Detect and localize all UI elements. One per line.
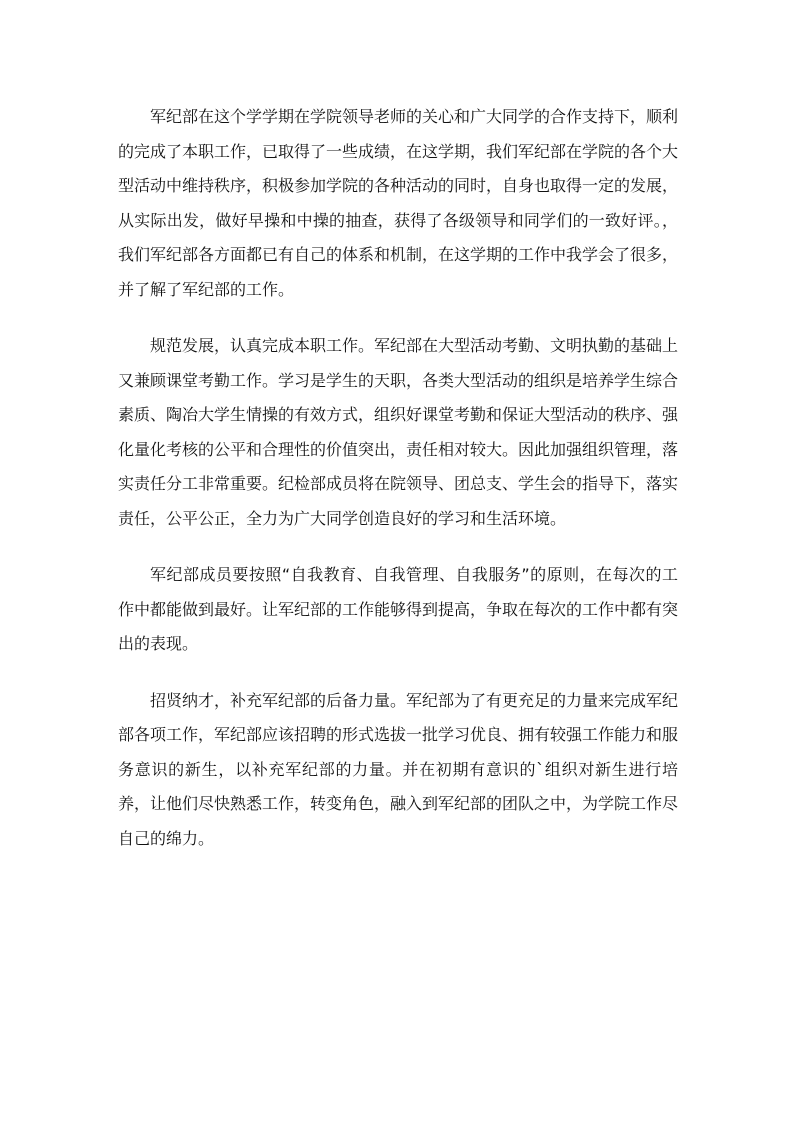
paragraph-4: 招贤纳才，补充军纪部的后备力量。军纪部为了有更充足的力量来完成军纪部各项工作，军纪部应该招聘的形式选拔一批学习优良、拥有较强工作能力和服务意识的新生，以补充军纪部的力量。并在初期有意识的`组织对新生进行培养，让他们尽快熟悉工作，转变角色，融入到军纪部的团队之中，为学院工作尽自己的绵力。	[118, 690, 679, 848]
paragraph-3: 军纪部成员要按照“自我教育、自我管理、自我服务”的原则，在每次的工作中都能做到最好。让军纪部的工作能够得到提高，争取在每次的工作中都有突出的表现。	[118, 565, 679, 653]
paragraph-1: 军纪部在这个学学期在学院领导老师的关心和广大同学的合作支持下，顺利的完成了本职工作，已取得了一些成绩，在这学期，我们军纪部在学院的各个大型活动中维持秩序，积极参加学院的各种活动的同时，自身也取得一定的发展，从实际出发，做好早操和中操的抽查，获得了各级领导和同学们的一致好评。，我们军纪部各方面都已有自己的体系和机制，在这学期的工作中我学会了很多，并了解了军纪部的工作。	[118, 107, 679, 299]
document-body	[118, 100, 678, 878]
paragraph-2: 规范发展，认真完成本职工作。军纪部在大型活动考勤、文明执勤的基础上又兼顾课堂考勤工作。学习是学生的天职，各类大型活动的组织是培养学生综合素质、陶冶大学生情操的有效方式，组织好课堂考勤和保证大型活动的秩序、强化量化考核的公平和合理性的价值突出，责任相对较大。因此加强组织管理，落实责任分工非常重要。纪检部成员将在院领导、团总支、学生会的指导下，落实责任，公平公正，全力为广大同学创造良好的学习和生活环境。	[118, 336, 679, 528]
